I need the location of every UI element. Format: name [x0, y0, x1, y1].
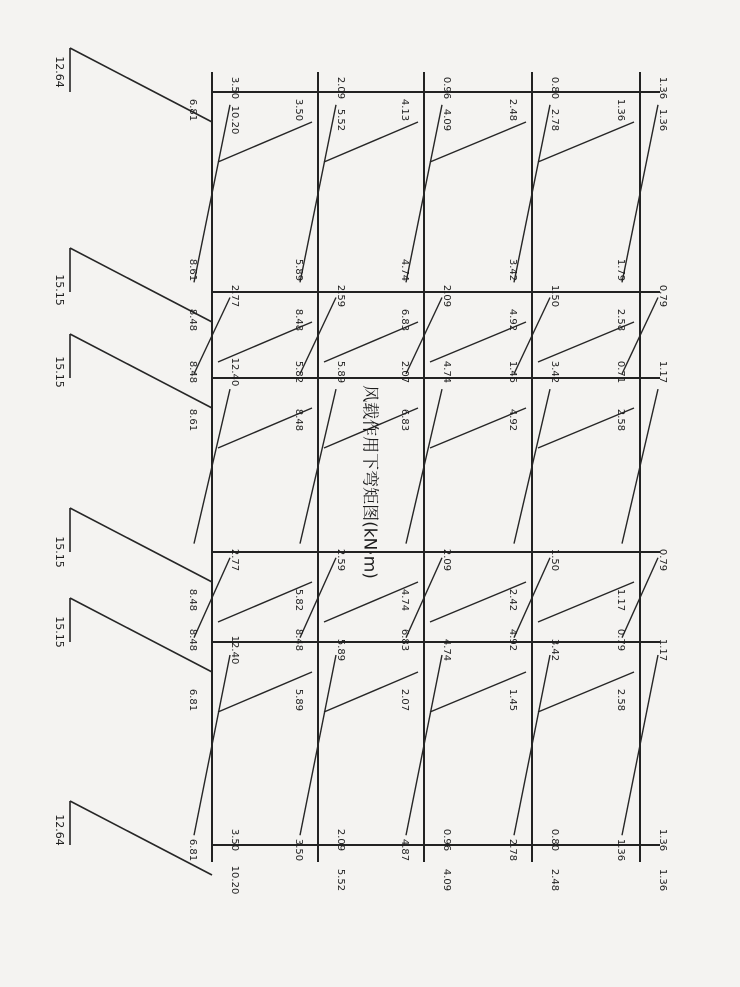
joint-moment-label: 1.79 [615, 258, 626, 282]
side-moment-label: 3.50 [229, 76, 240, 100]
base-moment-label: 12.64 [53, 814, 66, 846]
joint-moment-label: 8.48 [293, 628, 304, 652]
joint-moment-label: 2.07 [399, 688, 410, 712]
joint-moment-label: 8.61 [187, 258, 198, 282]
side-moment-label: 0.79 [657, 284, 668, 308]
base-moment-label: 15.15 [53, 536, 66, 568]
joint-moment-label: 4.92 [507, 628, 518, 652]
side-moment-label: 1.36 [657, 76, 668, 100]
side-moment-label: 2.09 [441, 284, 452, 308]
joint-moment-label: 6.81 [187, 838, 198, 862]
joint-moment-label: 4.92 [507, 408, 518, 432]
joint-moment-label: 5.89 [293, 688, 304, 712]
side-moment-label: 0.80 [549, 828, 560, 852]
joint-moment-label: 2.78 [507, 838, 518, 862]
joint-moment-label: 8.48 [187, 588, 198, 612]
joint-moment-label: 8.48 [293, 308, 304, 332]
joint-moment-label: 5.82 [293, 360, 304, 384]
side-moment-label: 1.17 [657, 638, 668, 662]
base-moment-label: 15.15 [53, 356, 66, 388]
joint-moment-label: 8.48 [187, 308, 198, 332]
side-moment-label: 0.96 [441, 76, 452, 100]
side-moment-label: 2.78 [549, 108, 560, 132]
side-moment-label: 5.89 [335, 360, 346, 384]
side-moment-label: 0.96 [441, 828, 452, 852]
joint-moment-label: 2.42 [507, 588, 518, 612]
side-moment-label: 2.59 [335, 284, 346, 308]
side-moment-label: 1.36 [657, 828, 668, 852]
side-moment-label: 5.89 [335, 638, 346, 662]
joint-moment-label: 2.58 [615, 408, 626, 432]
side-moment-label: 4.74 [441, 360, 452, 384]
side-moment-label: 2.59 [335, 548, 346, 572]
side-moment-label: 1.17 [657, 360, 668, 384]
side-moment-label: 4.09 [441, 868, 452, 892]
joint-moment-label: 2.58 [615, 308, 626, 332]
joint-moment-label: 8.48 [293, 408, 304, 432]
side-moment-label: 3.42 [549, 638, 560, 662]
side-moment-label: 1.36 [657, 868, 668, 892]
base-moment-label: 12.64 [53, 56, 66, 88]
joint-moment-label: 6.83 [399, 408, 410, 432]
joint-moment-label: 4.92 [507, 308, 518, 332]
side-moment-label: 2.09 [335, 76, 346, 100]
joint-moment-label: 1.36 [615, 838, 626, 862]
side-moment-label: 5.52 [335, 868, 346, 892]
side-moment-label: 4.74 [441, 638, 452, 662]
joint-moment-label: 1.45 [507, 360, 518, 384]
side-moment-label: 0.80 [549, 76, 560, 100]
side-moment-label: 10.20 [229, 865, 240, 895]
side-moment-label: 2.09 [335, 828, 346, 852]
side-moment-label: 2.48 [549, 868, 560, 892]
side-moment-label: 3.42 [549, 360, 560, 384]
joint-moment-label: 0.79 [615, 628, 626, 652]
joint-moment-label: 6.83 [399, 308, 410, 332]
joint-moment-label: 8.61 [187, 408, 198, 432]
joint-moment-label: 6.81 [187, 688, 198, 712]
side-moment-label: 2.77 [229, 548, 240, 572]
side-moment-label: 3.50 [229, 828, 240, 852]
joint-moment-label: 3.42 [507, 258, 518, 282]
joint-moment-label: 5.82 [293, 588, 304, 612]
joint-moment-label: 4.13 [399, 98, 410, 122]
diagram-title: 风载作用下弯矩图(kN·m) [359, 385, 380, 579]
side-moment-label: 1.50 [549, 284, 560, 308]
joint-moment-label: 2.58 [615, 688, 626, 712]
joint-moment-label: 4.87 [399, 838, 410, 862]
side-moment-label: 1.36 [657, 108, 668, 132]
joint-moment-label: 6.83 [399, 628, 410, 652]
side-moment-label: 12.40 [229, 635, 240, 665]
joint-moment-label: 4.74 [399, 258, 410, 282]
joint-moment-label: 1.17 [615, 588, 626, 612]
side-moment-label: 2.77 [229, 284, 240, 308]
joint-moment-label: 8.48 [187, 360, 198, 384]
base-moment-line [70, 508, 212, 582]
joint-moment-label: 1.36 [615, 98, 626, 122]
base-moment-label: 15.15 [53, 616, 66, 648]
side-moment-label: 5.52 [335, 108, 346, 132]
base-moment-label: 15.15 [53, 274, 66, 306]
joint-moment-label: 0.71 [615, 360, 626, 384]
joint-moment-label: 3.50 [293, 98, 304, 122]
side-moment-label: 10.20 [229, 105, 240, 135]
joint-moment-label: 5.89 [293, 258, 304, 282]
joint-moment-label: 4.74 [399, 588, 410, 612]
joint-moment-label: 8.48 [187, 628, 198, 652]
side-moment-label: 4.09 [441, 108, 452, 132]
side-moment-label: 0.79 [657, 548, 668, 572]
joint-moment-label: 6.81 [187, 98, 198, 122]
side-moment-label: 12.40 [229, 357, 240, 387]
joint-moment-label: 2.07 [399, 360, 410, 384]
side-moment-label: 2.09 [441, 548, 452, 572]
joint-moment-label: 3.50 [293, 838, 304, 862]
side-moment-label: 1.50 [549, 548, 560, 572]
joint-moment-label: 1.45 [507, 688, 518, 712]
joint-moment-label: 2.48 [507, 98, 518, 122]
